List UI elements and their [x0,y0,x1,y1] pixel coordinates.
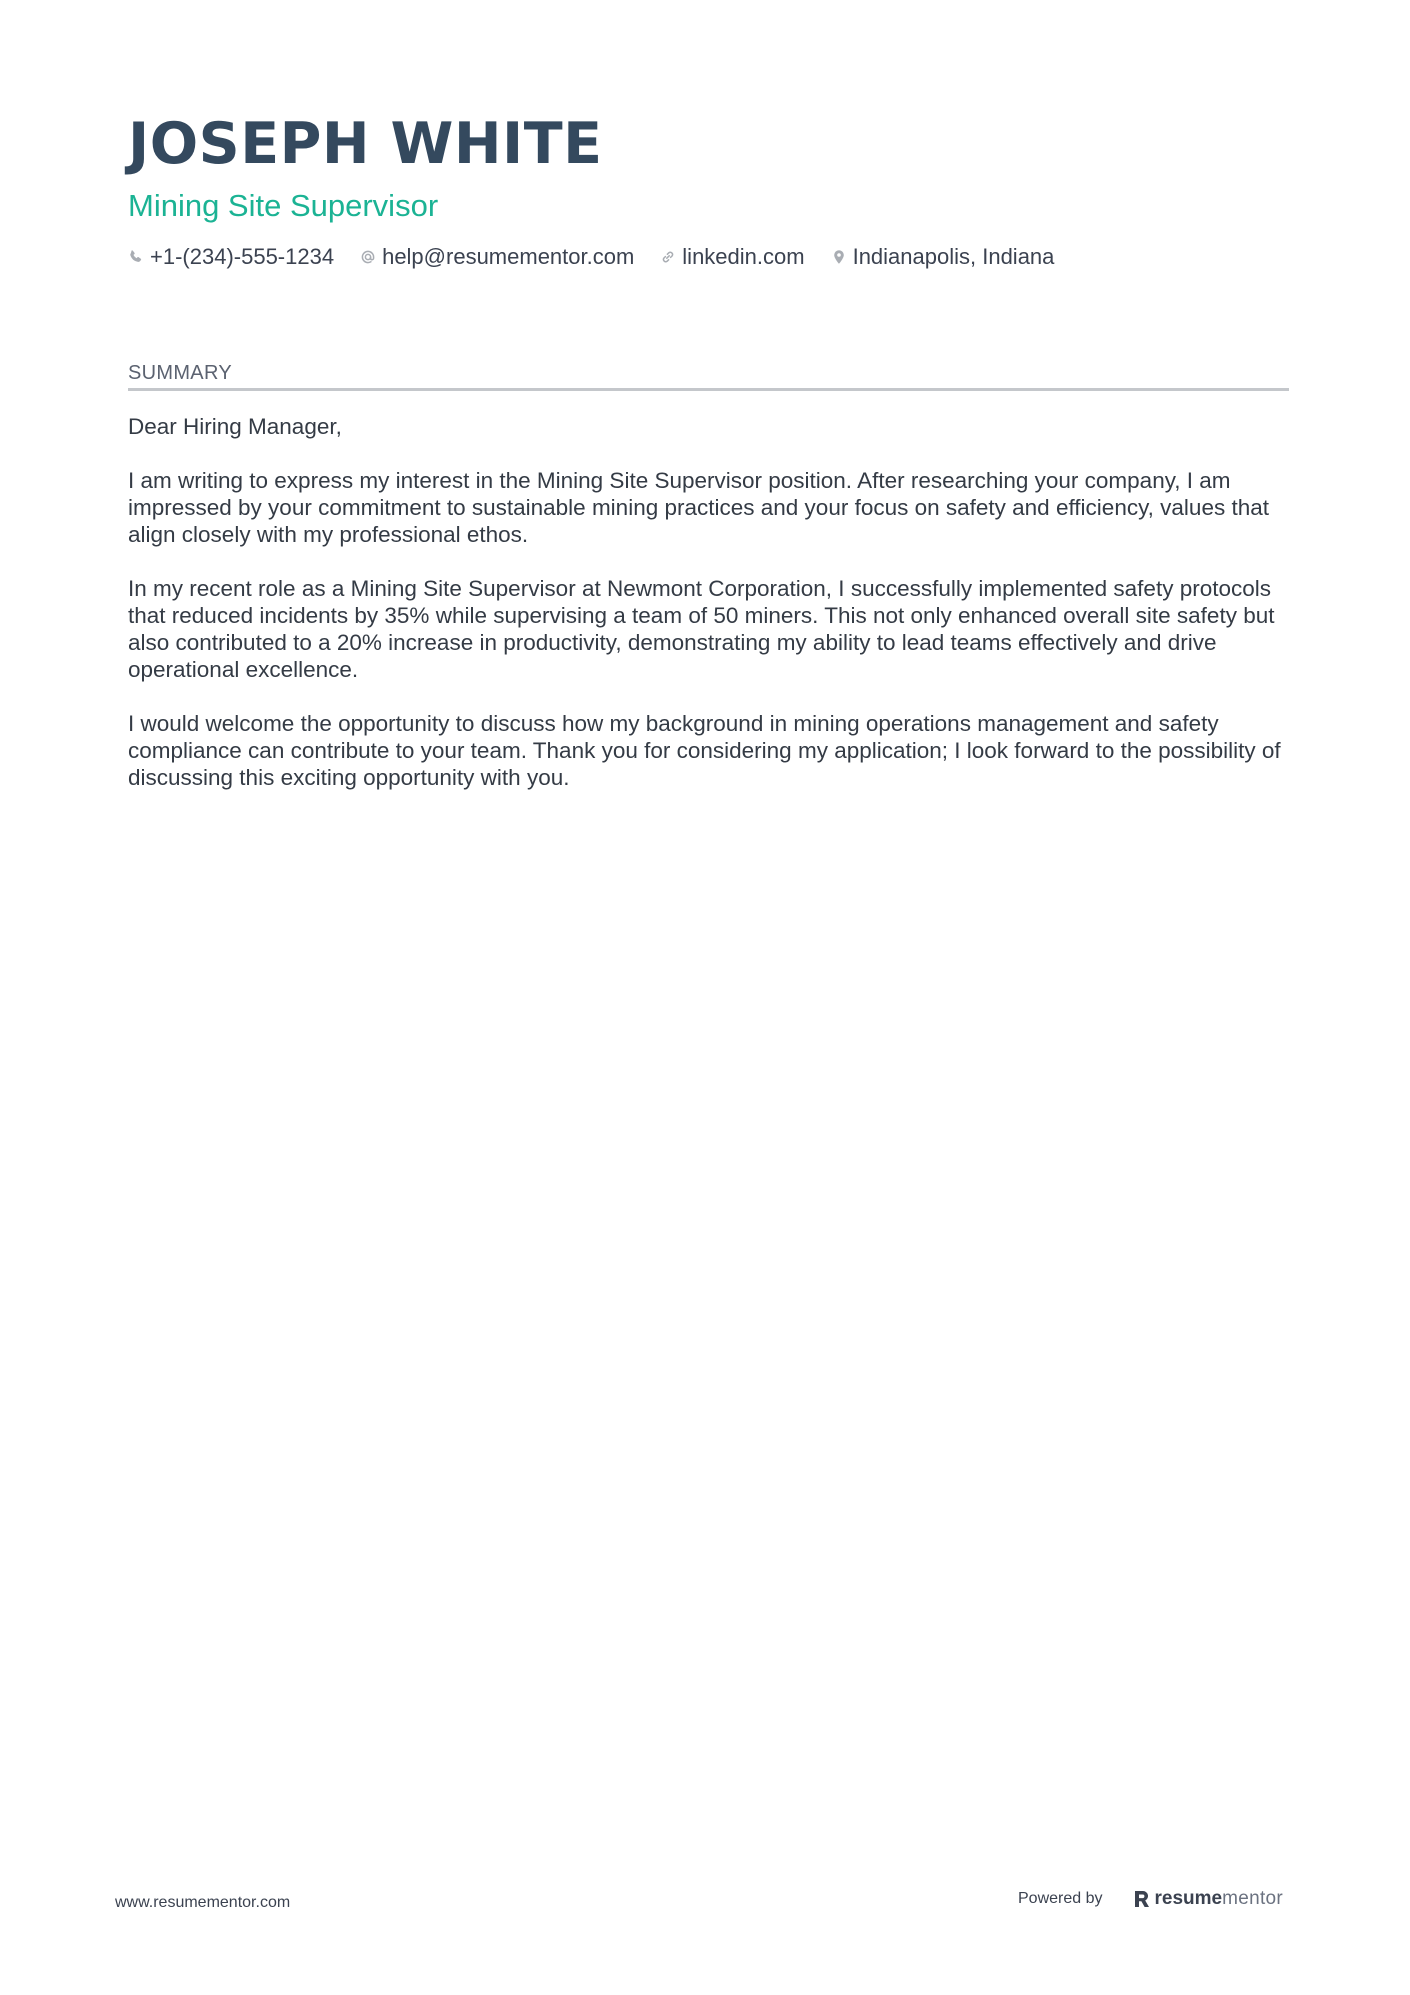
location-text: Indianapolis, Indiana [852,244,1055,269]
salutation: Dear Hiring Manager, [128,414,342,439]
contact-location [831,242,1055,272]
phone-icon [128,249,144,265]
phone-text: +1-(234)-555-1234 [150,244,335,269]
footer-branding [1018,1888,1283,1910]
body-paragraph: In my recent role as a Mining Site Supervisor at Newmont Corporation, I successfully implemented safety protocols that reduced incidents by 35% while supervising a team of 50 miners. This not only enhanced overall site safety but also contributed to a 20% increase in productivity, demonstrating my ability to lead teams effectively and drive operational excellence. [128,576,1275,682]
brand-name-part1: resume [1154,1888,1223,1909]
resumementor-logo-icon [1133,1889,1151,1909]
brand-logo[interactable] [1133,1888,1284,1910]
footer-website[interactable]: www.resumementor.com [115,1894,291,1911]
link-text[interactable]: linkedin.com [682,244,805,269]
contact-link[interactable] [660,242,804,272]
at-icon [360,249,376,265]
body-paragraph: I would welcome the opportunity to discuss how my background in mining operations management and safety compliance can contribute to your team. Thank you for considering my application; I look forward to the possibility of discussing this exciting opportunity with you. [128,711,1281,790]
contact-email[interactable] [360,242,634,272]
letter-body [128,413,1289,791]
powered-by-label: Powered by [1018,1890,1103,1907]
job-title: Mining Site Supervisor [128,188,439,223]
body-paragraph: I am writing to express my interest in the Mining Site Supervisor position. After researching your company, I am impressed by your commitment to sustainable mining practices and your focus on safety and efficiency, values that align closely with my professional ethos. [128,468,1269,547]
header [128,108,1288,272]
brand-name-part2: mentor [1222,1888,1284,1909]
link-icon [660,249,676,265]
email-text[interactable]: help@resumementor.com [382,244,635,269]
section-heading: SUMMARY [128,360,1289,391]
contact-row [128,242,1288,272]
location-pin-icon [831,249,847,265]
contact-phone [128,242,334,272]
summary-section [128,360,1289,818]
candidate-name: JOSEPH WHITE [128,111,603,177]
